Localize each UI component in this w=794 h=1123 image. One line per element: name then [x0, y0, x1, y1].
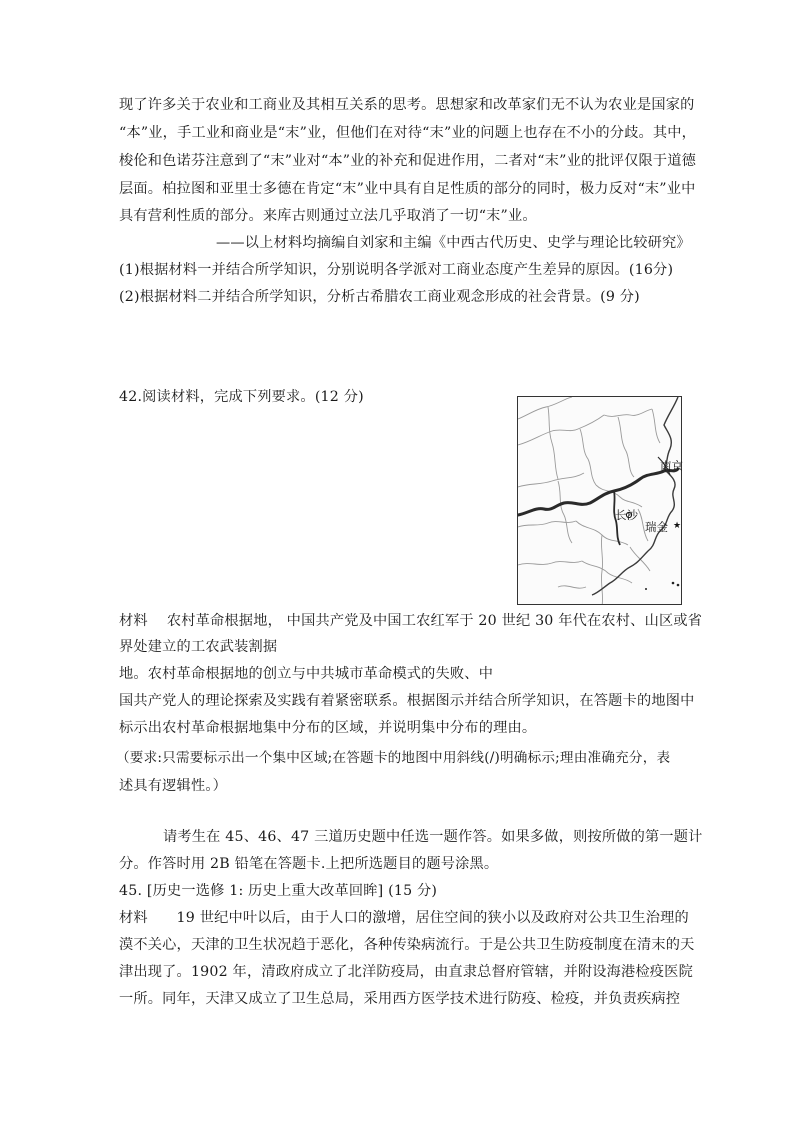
material1-line-1: 现了许多关于农业和工商业及其相互关系的思考。思想家和改革家们无不认为农业是国家的: [119, 97, 695, 113]
q45-line-2: 漠不关心，天津的卫生状况趋于恶化，各种传染病流行。于是公共卫生防疫制度在清末的天: [119, 937, 695, 953]
q42-line-5: 标示出农村革命根据地集中分布的区域，并说明集中分布的理由。: [119, 720, 537, 736]
question-45-title: 45. [历史一选修 1: 历史上重大改革回眸] (15 分): [119, 883, 438, 899]
material1-line-2: “本”业，手工业和商业是“末”业，但他们在对待“末”业的问题上也存在不小的分歧。其中，: [119, 125, 697, 141]
material1-source: ——以上材料均摘编自刘家和主编《中西古代历史、史学与理论比较研究》: [216, 235, 691, 251]
q45-line-1: 材料 19 世纪中叶以后，由于人口的激增，居住空间的狭小以及政府对公共卫生治理的: [119, 910, 689, 926]
q42-requirement-2: 述具有逻辑性。）: [119, 778, 228, 794]
q42-line-1: 材料 农村革命根据地， 中国共产党及中国工农红军于 20 世纪 30 年代在农村、山区或省: [119, 613, 703, 629]
q42-line-4: 国共产党人的理论探索及实践有着紧密联系。根据图示并结合所学知识，在答题卡的地图中: [119, 693, 695, 709]
material1-line-5: 具有营利性质的部分。来库古则通过立法几乎取消了一切“末”业。: [119, 208, 537, 224]
question-41-part-2: (2)根据材料二并结合所学知识，分析古希腊农工商业观念形成的社会背景。(9 分): [119, 289, 640, 305]
map-label-changsha: 长沙: [615, 508, 638, 522]
question-41-part-1: (1)根据材料一并结合所学知识，分别说明各学派对工商业态度产生差异的原因。(16分): [119, 262, 674, 278]
china-map-figure: [517, 396, 682, 605]
material1-line-3: 梭伦和色诺芬注意到了“末”业对“本”业的补充和促进作用，二者对“末”业的批评仅限于道德: [119, 153, 697, 169]
choose-instruction-2: 分。作答时用 2B 铅笔在答题卡.上把所选题目的题号涂黑。: [119, 856, 499, 872]
map-label-nanjing: 南京: [660, 459, 683, 473]
q42-requirement-1: （要求:只需要标示出一个集中区域;在答题卡的地图中用斜线(/)明确标示;理由准确充分，表: [116, 750, 671, 766]
q42-line-3: 地。农村革命根据地的创立与中共城市革命模式的失败、中: [119, 666, 494, 682]
ruijin-star-icon: ★: [673, 521, 682, 531]
q45-line-3: 津出现了。1902 年，清政府成立了北洋防疫局，由直隶总督府管辖，并附设海港检疫医院: [119, 964, 693, 980]
question-42-title: 42.阅读材料，完成下列要求。(12 分): [119, 389, 364, 405]
map-graphic: [518, 397, 682, 605]
q42-line-2: 界处建立的工农武装割据: [119, 639, 278, 655]
choose-instruction-1: 请考生在 45、46、47 三道历史题中任选一题作答。如果多做，则按所做的第一题计: [163, 829, 703, 845]
material1-line-4: 层面。柏拉图和亚里士多德在肯定“末”业中具有自足性质的部分的同时，极力反对“末”业中: [119, 181, 696, 197]
map-label-ruijin: 瑞金: [645, 520, 668, 534]
q45-line-4: 一所。同年，天津又成立了卫生总局，采用西方医学技术进行防疫、检疫，并负责疾病控: [119, 991, 681, 1007]
